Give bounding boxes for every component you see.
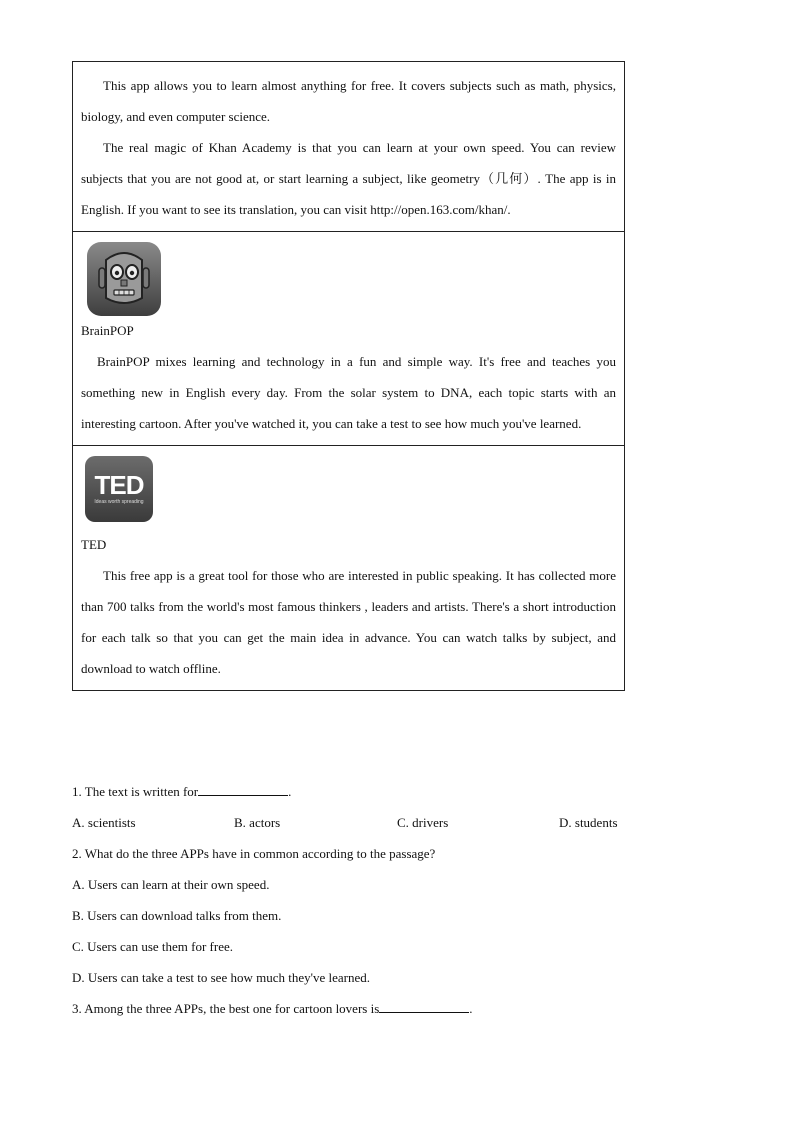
q2-option-a[interactable]: A. Users can learn at their own speed.: [72, 877, 270, 892]
question-2: 2. What do the three APPs have in common according to the passage?: [72, 846, 436, 861]
question-1-options: [72, 807, 632, 838]
brainpop-name: BrainPOP: [81, 323, 134, 338]
question-3-text: 3. Among the three APPs, the best one for cartoon lovers is: [72, 1001, 380, 1016]
robot-icon: [87, 242, 161, 316]
q1-option-c[interactable]: C. drivers: [397, 815, 449, 830]
q1-option-d[interactable]: D. students: [559, 815, 618, 830]
question-3-blank[interactable]: [379, 998, 469, 1013]
ted-paragraph: This free app is a great tool for those who are interested in public speaking. It has collected more than 700 talks from the world's most famous thinkers , leaders and artists. There's a short introduction for each talk so that you can get the main idea in advance. You can watch talks by subject, and download to watch offline.: [81, 568, 616, 676]
question-1-text: 1. The text is written for: [72, 784, 199, 799]
brainpop-logo-wrap: [81, 240, 616, 318]
q2-option-d[interactable]: D. Users can take a test to see how much they've learned.: [72, 970, 370, 985]
khan-cell: [73, 62, 624, 232]
brainpop-cell: [73, 232, 624, 446]
question-3: [72, 993, 632, 1024]
khan-paragraph-2: The real magic of Khan Academy is that you can learn at your own speed. You can review subjects that you are not good at, or start learning a subject, like geometry（几何）. The app is in English. If you want to see its translation, you can visit http://open.163.com/khan/.: [81, 140, 616, 217]
q2-option-b[interactable]: B. Users can download talks from them.: [72, 908, 282, 923]
q2-option-c[interactable]: C. Users can use them for free.: [72, 939, 233, 954]
khan-paragraph-1: This app allows you to learn almost anything for free. It covers subjects such as math, physics, biology, and even computer science.: [81, 78, 616, 124]
q1-option-a[interactable]: A. scientists: [72, 815, 136, 830]
brainpop-paragraph: BrainPOP mixes learning and technology in a fun and simple way. It's free and teaches you something new in English every day. From the solar system to DNA, each topic starts with an interesting cartoon. After you've watched it, you can take a test to see how much you've learned.: [81, 354, 616, 431]
question-1-blank[interactable]: [198, 781, 288, 796]
question-1-end: .: [288, 784, 292, 799]
ted-logo-text: TED: [94, 470, 144, 500]
ted-logo: [85, 456, 153, 522]
ted-logo-tagline: Ideas worth spreading: [94, 499, 144, 505]
ted-cell: [73, 446, 624, 690]
apps-table: [72, 61, 625, 691]
ted-logo-wrap: [81, 454, 616, 528]
q1-option-b[interactable]: B. actors: [234, 815, 281, 830]
questions-section: [72, 776, 632, 1024]
ted-name: TED: [81, 537, 107, 552]
question-1: [72, 776, 632, 807]
question-3-end: .: [469, 1001, 473, 1016]
